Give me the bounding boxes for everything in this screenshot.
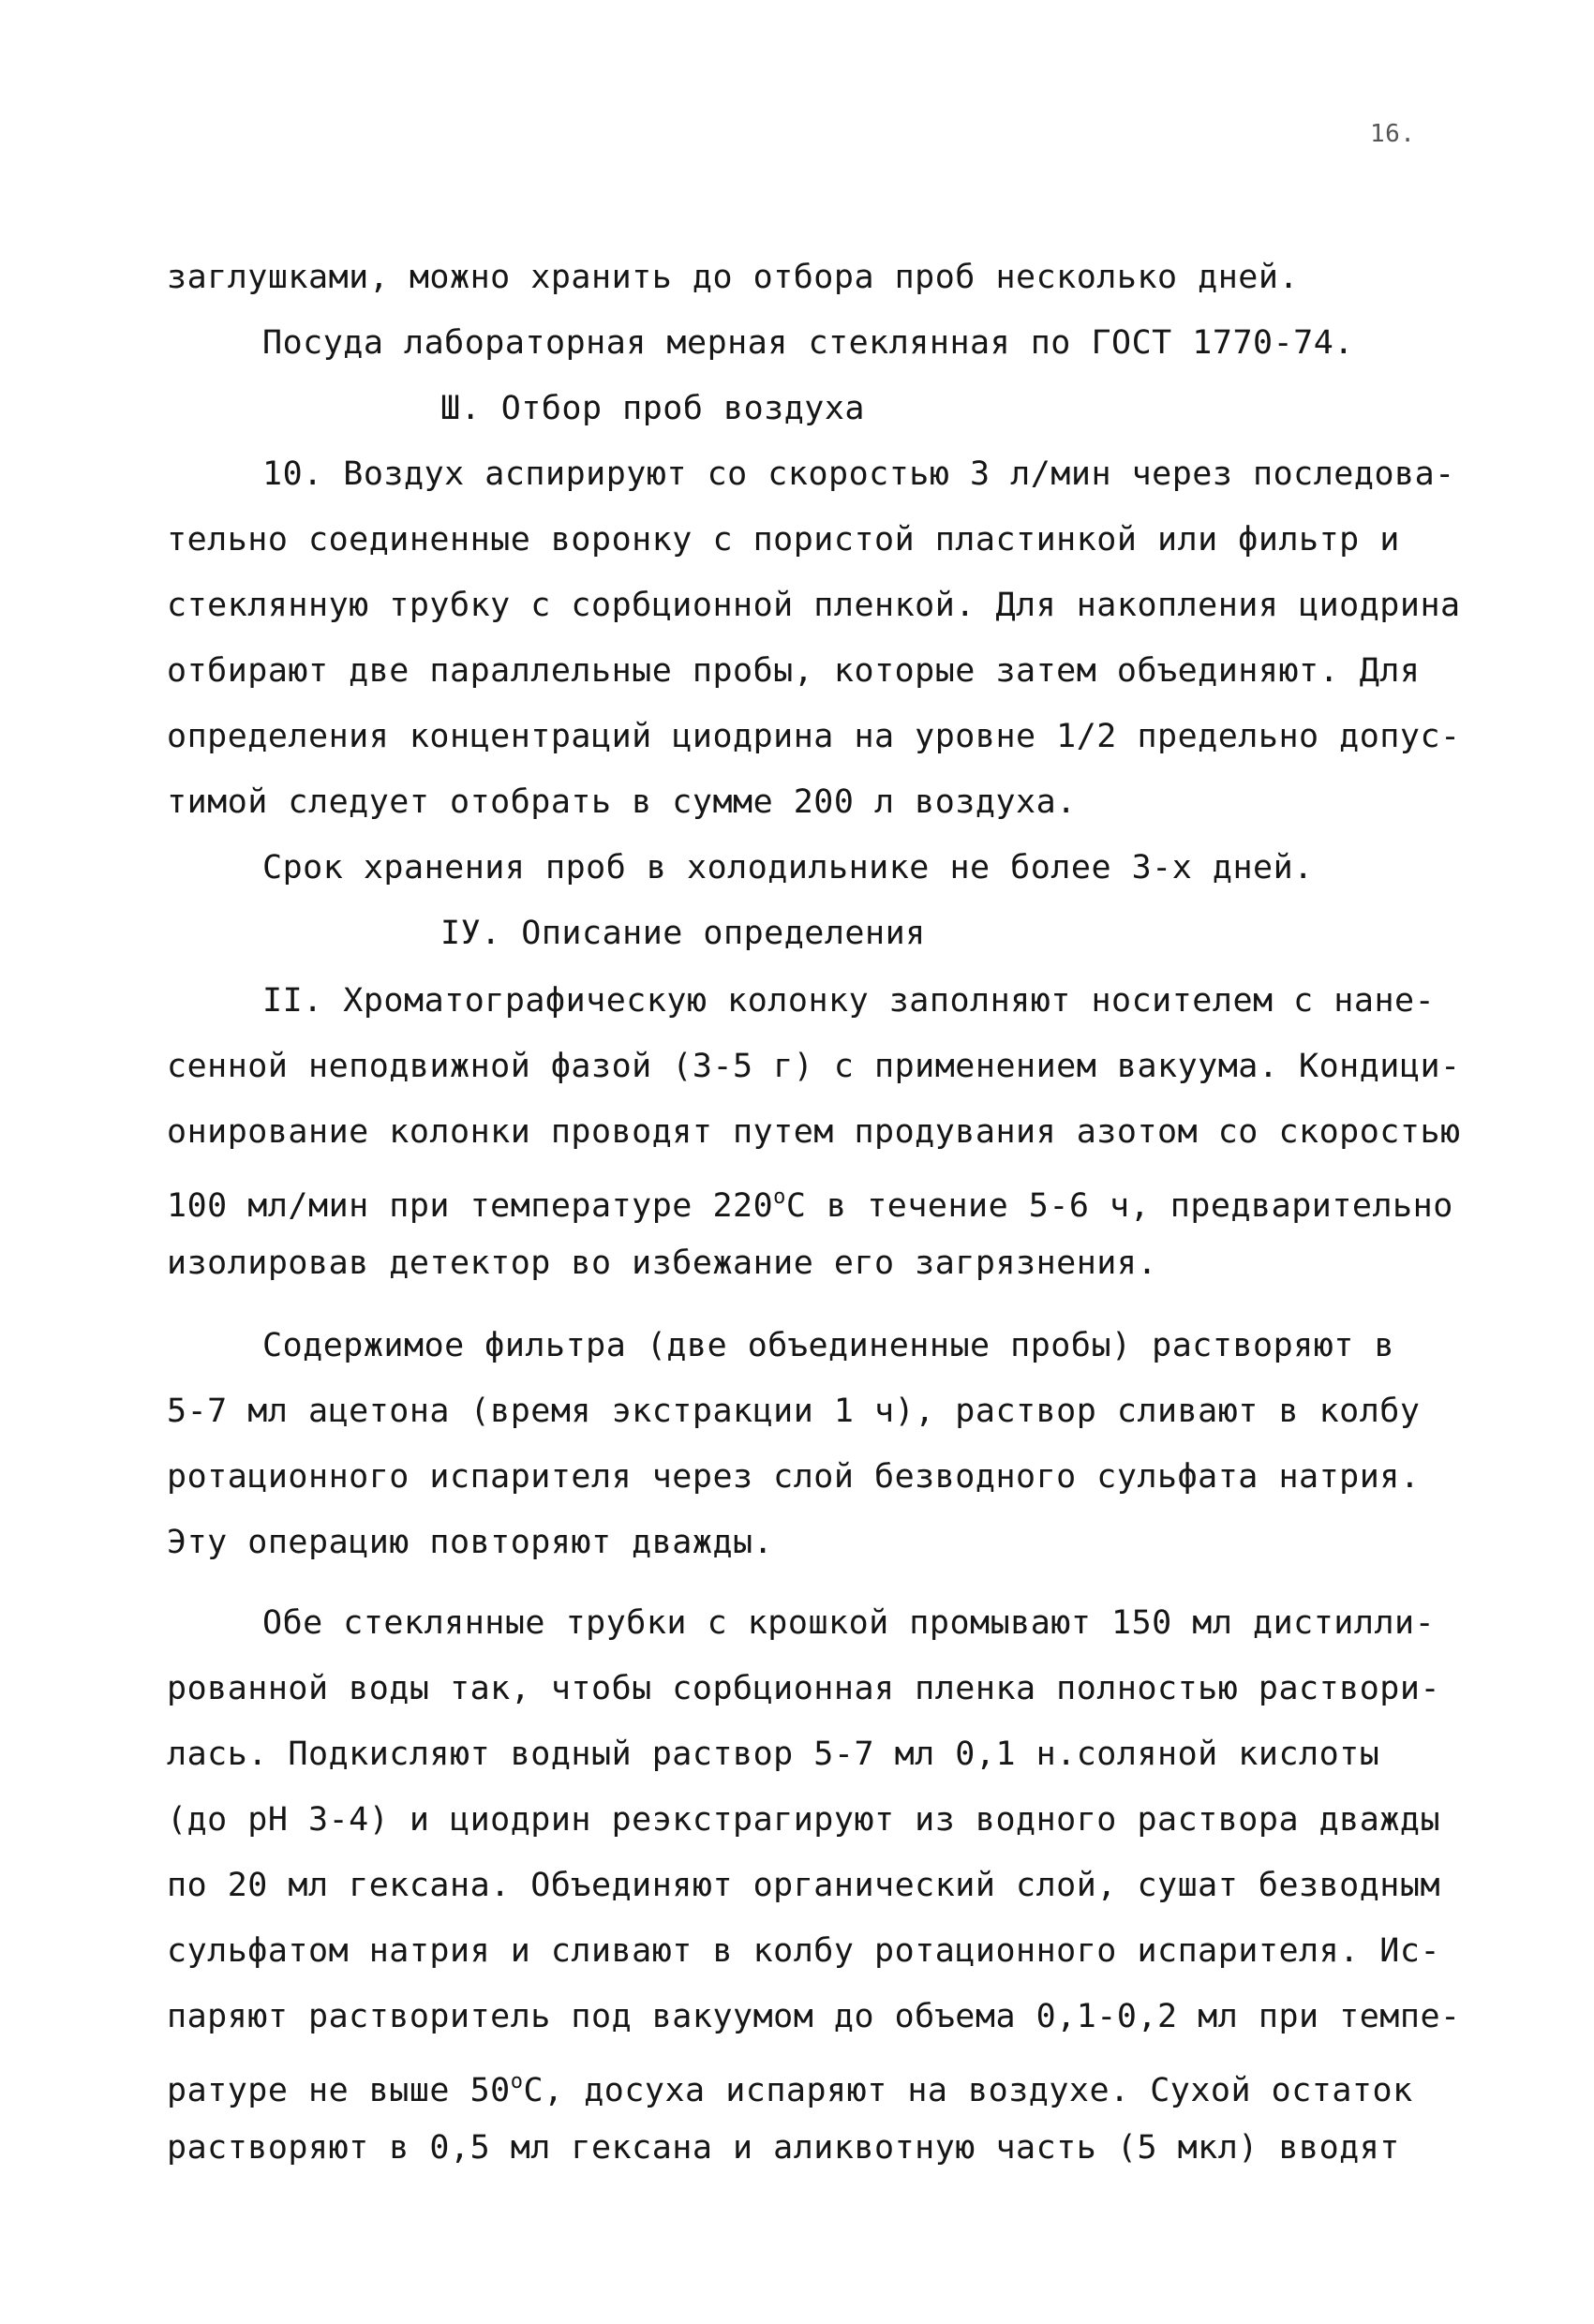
paragraph-start: Обе стеклянные трубки с крошкой промывают 150 мл дистилли- <box>262 1604 1436 1642</box>
text-line: Эту операцию повторяют дважды. <box>167 1524 774 1561</box>
text-line: стеклянную трубку с сорбционной пленкой. Для накопления циодрина <box>167 587 1461 624</box>
text-line-with-superscript <box>167 2060 1413 2113</box>
page-number: 16. <box>1370 120 1416 148</box>
degree-superscript: о <box>773 1185 786 1209</box>
text-line: сенной неподвижной фазой (3-5 г) с применением вакуума. Кондици- <box>167 1048 1461 1085</box>
text-line: изолировав детектор во избежание его загрязнения. <box>167 1244 1158 1282</box>
section-heading: IУ. Описание определения <box>440 915 926 952</box>
text-line: лась. Подкисляют водный раствор 5-7 мл 0,1 н.соляной кислоты <box>167 1736 1380 1773</box>
text-segment: ратуре не выше 50 <box>167 2072 511 2109</box>
text-line: сульфатом натрия и сливают в колбу ротационного испарителя. Ис- <box>167 1932 1441 1970</box>
text-line: заглушками, можно хранить до отбора проб несколько дней. <box>167 259 1300 296</box>
text-line: Посуда лабораторная мерная стеклянная по ГОСТ 1770-74. <box>262 324 1354 362</box>
text-segment: С в течение 5-6 ч, предварительно <box>785 1187 1453 1225</box>
text-line: ротационного испарителя через слой безводного сульфата натрия. <box>167 1458 1421 1496</box>
text-line: тимой следует отобрать в сумме 200 л воздуха. <box>167 783 1077 821</box>
paragraph-start: Содержимое фильтра (две объединенные пробы) растворяют в <box>262 1327 1395 1364</box>
text-line: отбирают две параллельные пробы, которые затем объединяют. Для <box>167 652 1421 690</box>
text-line: паряют растворитель под вакуумом до объема 0,1-0,2 мл при темпе- <box>167 1998 1461 2035</box>
text-line: по 20 мл гексана. Объединяют органический слой, сушат безводным <box>167 1867 1441 1904</box>
text-line: онирование колонки проводят путем продувания азотом со скоростью <box>167 1113 1461 1151</box>
text-segment: 100 мл/мин при температуре 220 <box>167 1187 774 1225</box>
paragraph-11-start: II. Хроматографическую колонку заполняют носителем с нане- <box>262 982 1436 1020</box>
paragraph-10-start: 10. Воздух аспирируют со скоростью 3 л/мин через последова- <box>262 455 1455 493</box>
text-line: (до pH 3-4) и циодрин реэкстрагируют из водного раствора дважды <box>167 1801 1441 1839</box>
section-heading: Ш. Отбор проб воздуха <box>440 390 866 427</box>
text-line: Срок хранения проб в холодильнике не более 3-х дней. <box>262 849 1314 886</box>
text-line-with-superscript <box>167 1175 1453 1229</box>
text-line: тельно соединенные воронку с пористой пластинкой или фильтр и <box>167 521 1400 559</box>
text-line: растворяют в 0,5 мл гексана и аликвотную часть (5 мкл) вводят <box>167 2129 1400 2167</box>
text-line: рованной воды так, чтобы сорбционная пленка полностью раствори- <box>167 1670 1441 1707</box>
text-line: 5-7 мл ацетона (время экстракции 1 ч), раствор сливают в колбу <box>167 1393 1421 1430</box>
degree-superscript: о <box>510 2070 524 2093</box>
text-segment: С, досуха испаряют на воздухе. Сухой остаток <box>523 2072 1413 2109</box>
text-line: определения концентраций циодрина на уровне 1/2 предельно допус- <box>167 718 1461 755</box>
